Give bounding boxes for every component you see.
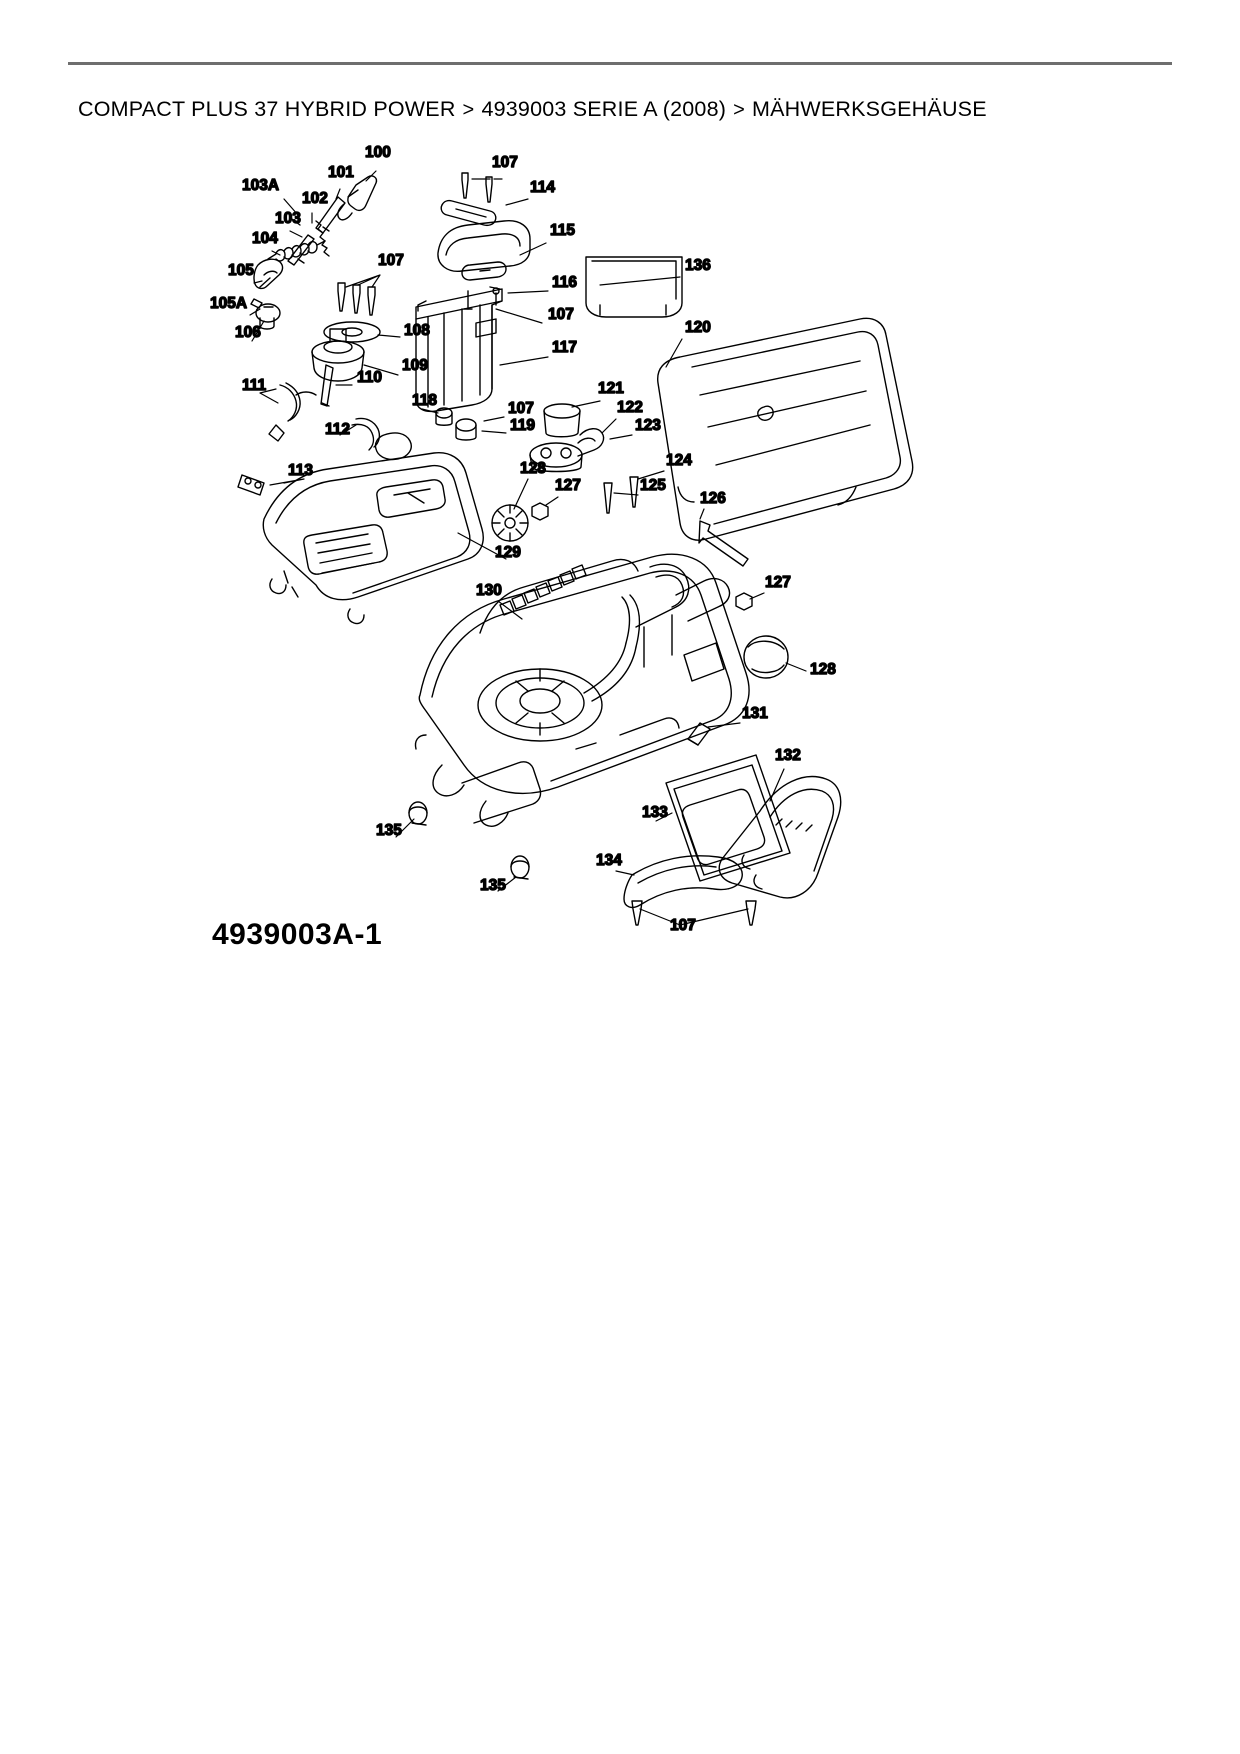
callout-100: 100 <box>365 144 391 161</box>
part-107-screws-top <box>462 173 492 202</box>
part-128-pulley <box>492 505 528 541</box>
part-125-bolt <box>604 483 612 513</box>
callout-126: 126 <box>700 490 726 507</box>
part-133-rear-flap <box>666 755 790 881</box>
breadcrumb-model: COMPACT PLUS 37 HYBRID POWER <box>78 97 456 121</box>
exploded-parts-diagram <box>180 135 1080 975</box>
callout-136: 136 <box>685 257 711 274</box>
part-127-nut-b <box>736 593 752 610</box>
part-111-cable <box>269 383 316 441</box>
part-108-plate <box>324 322 380 342</box>
part-114-handle <box>441 201 496 226</box>
part-107-screws-left <box>338 283 375 315</box>
callout-107-left: 107 <box>378 252 404 269</box>
callout-129: 129 <box>495 544 521 561</box>
part-105A-bolt <box>251 299 262 308</box>
callout-119: 119 <box>510 417 536 434</box>
part-132-side-cover <box>719 777 840 898</box>
callout-135-a: 135 <box>376 822 402 839</box>
part-136-frame <box>586 257 682 317</box>
leader-lines <box>250 171 806 925</box>
callout-101: 101 <box>328 164 354 181</box>
callout-128-b: 128 <box>810 661 836 678</box>
plate-code: 4939003A-1 <box>212 918 383 951</box>
part-127-nut-a <box>532 503 548 520</box>
callout-107-bushing: 107 <box>508 400 534 417</box>
part-121-cup <box>544 404 580 437</box>
part-105-lever <box>254 259 283 288</box>
callout-108: 108 <box>404 322 430 339</box>
callout-105A: 105A <box>210 295 248 312</box>
callout-121: 121 <box>598 380 624 397</box>
callout-135-b: 135 <box>480 877 506 894</box>
callout-116: 116 <box>552 274 578 291</box>
callout-112: 112 <box>325 421 351 438</box>
part-128-cap <box>744 636 788 678</box>
callout-123: 123 <box>635 417 661 434</box>
callout-131: 131 <box>742 705 768 722</box>
callout-133: 133 <box>642 804 668 821</box>
callout-125: 125 <box>640 477 666 494</box>
part-130-main-deck <box>415 554 749 826</box>
callout-111: 111 <box>242 377 267 394</box>
part-100-knob <box>338 176 377 220</box>
header-divider <box>68 62 1172 65</box>
part-135-bushing-b <box>511 856 529 879</box>
callout-117: 117 <box>552 339 578 356</box>
callout-107-top: 107 <box>492 154 518 171</box>
callout-127-b: 127 <box>765 574 791 591</box>
callout-104: 104 <box>252 230 278 247</box>
callout-107-bottom: 107 <box>670 917 696 934</box>
callout-130: 130 <box>476 582 502 599</box>
callout-120: 120 <box>685 319 711 336</box>
part-119-bushing <box>456 419 476 440</box>
callout-109: 109 <box>402 357 428 374</box>
part-113-bracket <box>238 475 264 495</box>
part-107-screws-container <box>464 291 472 309</box>
callout-134: 134 <box>596 852 622 869</box>
part-120-cover <box>658 318 913 540</box>
callout-124: 124 <box>666 452 692 469</box>
callout-106: 106 <box>235 324 261 341</box>
breadcrumb-reference: 4939003 SERIE A (2008) <box>481 97 727 121</box>
part-134-rod <box>624 856 742 908</box>
callout-127-a: 127 <box>555 477 581 494</box>
breadcrumb-separator-2: > <box>733 99 745 121</box>
callout-114: 114 <box>530 179 556 196</box>
callout-118: 118 <box>412 392 438 409</box>
breadcrumb-separator-1: > <box>462 99 475 121</box>
part-110-shaft <box>321 365 333 406</box>
callout-113: 113 <box>288 462 314 479</box>
part-115-cover <box>438 221 530 280</box>
callout-103A: 103A <box>242 177 280 194</box>
breadcrumb <box>78 97 987 122</box>
callout-107-container: 107 <box>548 306 574 323</box>
callout-103: 103 <box>275 210 301 227</box>
callout-105: 105 <box>228 262 254 279</box>
callout-115: 115 <box>550 222 576 239</box>
callout-122: 122 <box>617 399 643 416</box>
part-124-bolt <box>630 477 638 507</box>
callout-110: 110 <box>357 369 383 386</box>
callout-132: 132 <box>775 747 801 764</box>
breadcrumb-section: MÄHWERKSGEHÄUSE <box>752 97 987 121</box>
callout-128-a: 128 <box>520 460 546 477</box>
callout-102: 102 <box>302 190 328 207</box>
part-126-long-bolt <box>699 521 748 566</box>
